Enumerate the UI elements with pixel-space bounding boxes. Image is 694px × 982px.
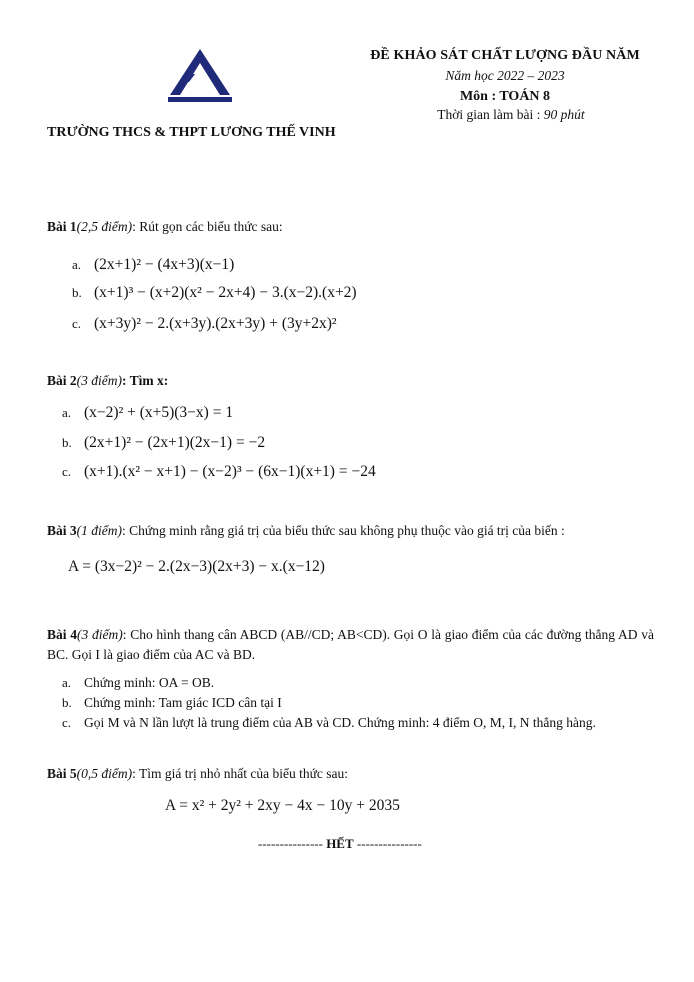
end-marker: [258, 836, 422, 852]
question-prompt: : Chứng minh rằng giá trị của biểu thức sau không phụ thuộc vào giá trị của biến :: [122, 523, 565, 538]
question-prompt: : Rút gọn các biểu thức sau:: [132, 219, 283, 234]
item-text: Chứng minh: OA = OB.: [84, 675, 215, 690]
item-text: Chứng minh: Tam giác ICD cân tại I: [84, 695, 282, 710]
item-label: c.: [72, 316, 82, 331]
item-label: b.: [62, 435, 72, 450]
question-points: (1 điểm): [76, 523, 122, 538]
math-expression: (2x+1)² − (2x+1)(2x−1) = −2: [84, 434, 266, 451]
item-label: a.: [62, 405, 72, 420]
question-3-title: [47, 523, 565, 539]
question-label: Bài 2: [47, 373, 77, 388]
math-expression: A = x² + 2y² + 2xy − 4x − 10y + 2035: [165, 797, 400, 814]
question-4-item-b: [62, 695, 282, 711]
dashes-right: ---------------: [356, 836, 422, 851]
math-expression: (2x+1)² − (4x+3)(x−1): [94, 256, 235, 273]
math-expression: A = (3x−2)² − 2.(2x−3)(2x+3) − x.(x−12): [68, 558, 325, 575]
question-1-title: [47, 219, 283, 235]
math-expression: (x+1).(x² − x+1) − (x−2)³ − (6x−1)(x+1) = −24: [84, 463, 376, 480]
question-points: (2,5 điểm): [76, 219, 133, 234]
triangle-logo-icon: [166, 46, 234, 104]
end-text: HẾT: [326, 836, 354, 851]
item-label: b.: [62, 695, 72, 710]
question-1-item-b: [72, 284, 357, 302]
question-prompt: : Cho hình thang cân ABCD (AB//CD; AB<CD). Gọi O là giao điểm của các đường thẳng AD và BC. Gọi I là giao điểm của AC và BD.: [47, 627, 654, 662]
item-label: b.: [72, 285, 82, 300]
question-4-title: [47, 625, 654, 665]
item-label: c.: [62, 464, 72, 479]
question-points: (0,5 điểm): [76, 766, 133, 781]
math-expression: (x−2)² + (x+5)(3−x) = 1: [84, 404, 234, 421]
item-label: c.: [62, 715, 72, 730]
question-5-expression: [165, 797, 400, 815]
duration-label: Thời gian làm bài :: [437, 107, 541, 122]
question-2-item-a: [62, 404, 233, 422]
item-label: a.: [62, 675, 72, 690]
item-label: a.: [72, 257, 82, 272]
math-expression: (x+1)³ − (x+2)(x² − 2x+4) − 3.(x−2).(x+2): [94, 284, 357, 301]
question-label: Bài 5: [47, 766, 77, 781]
question-prompt: : Tìm x:: [122, 373, 169, 388]
school-name: TRƯỜNG THCS & THPT LƯƠNG THẾ VINH: [47, 125, 336, 140]
question-2-item-c: [62, 463, 376, 481]
question-label: Bài 3: [47, 523, 77, 538]
question-5-title: [47, 766, 348, 782]
question-1-item-a: [72, 256, 234, 274]
question-2-item-b: [62, 434, 265, 452]
question-label: Bài 1: [47, 219, 77, 234]
subject: Môn : TOÁN 8: [459, 89, 551, 104]
question-4-item-a: [62, 675, 214, 691]
duration: [401, 107, 621, 123]
question-4-item-c: [62, 715, 596, 731]
question-3-expression: [68, 558, 325, 576]
question-points: (3 điểm): [76, 373, 122, 388]
math-expression: (x+3y)² − 2.(x+3y).(2x+3y) + (3y+2x)²: [94, 315, 337, 332]
question-prompt: : Tìm giá trị nhỏ nhất của biểu thức sau:: [132, 766, 349, 781]
exam-title: ĐỀ KHẢO SÁT CHẤT LƯỢNG ĐẦU NĂM: [370, 48, 640, 63]
dashes-left: ---------------: [258, 836, 323, 851]
question-label: Bài 4: [47, 627, 77, 642]
school-year: Năm học 2022 – 2023: [445, 68, 565, 83]
question-points: (3 điểm): [77, 627, 123, 642]
question-2-title: [47, 373, 168, 389]
duration-value: 90 phút: [543, 107, 585, 122]
question-1-item-c: [72, 315, 337, 333]
item-text: Gọi M và N lần lượt là trung điểm của AB và CD. Chứng minh: 4 điểm O, M, I, N thẳng hàng.: [84, 715, 596, 730]
